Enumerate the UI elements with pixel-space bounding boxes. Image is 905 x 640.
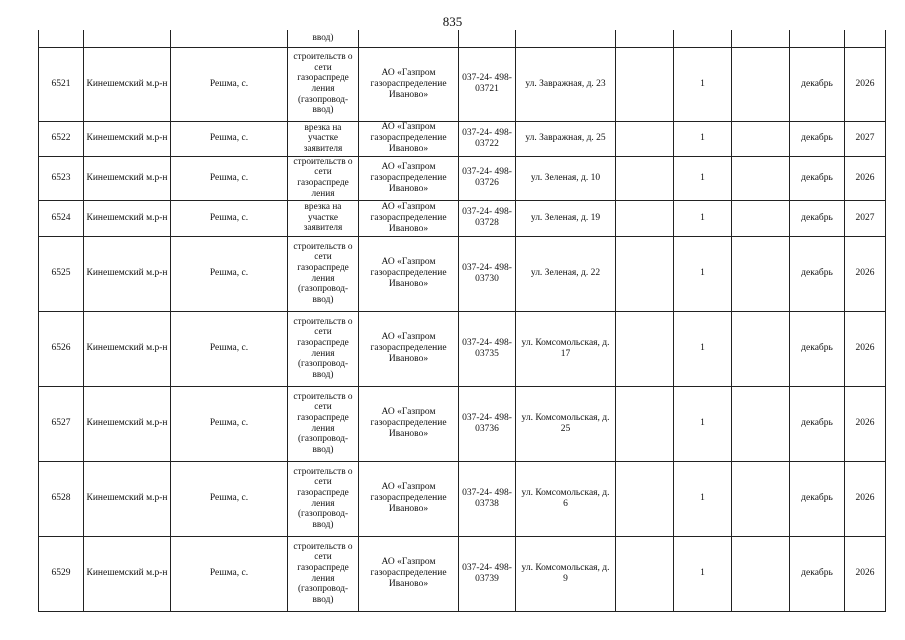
empty-cell bbox=[732, 200, 790, 236]
row-number: 6528 bbox=[39, 461, 84, 536]
row-number: 6524 bbox=[39, 200, 84, 236]
work-type-cell: строительств о сети газораспреде ления (газопровод- ввод) bbox=[288, 47, 359, 121]
district-cell: Кинешемский м.р-н bbox=[84, 386, 171, 461]
district-cell: Кинешемский м.р-н bbox=[84, 536, 171, 611]
work-type-cell: врезка на участке заявителя bbox=[288, 200, 359, 236]
settlement-cell: Решма, с. bbox=[171, 386, 288, 461]
address-cell: ул. Комсомольская, д. 17 bbox=[516, 311, 616, 386]
address-cell: ул. Завражная, д. 23 bbox=[516, 47, 616, 121]
district-cell: Кинешемский м.р-н bbox=[84, 47, 171, 121]
application-code-cell: 037-24- 498-03739 bbox=[459, 536, 516, 611]
empty-cell bbox=[616, 236, 674, 311]
year-cell: 2026 bbox=[845, 386, 886, 461]
table-cell bbox=[459, 30, 516, 47]
table-cell bbox=[171, 30, 288, 47]
work-type-cell: строительств о сети газораспреде ления (газопровод- ввод) bbox=[288, 311, 359, 386]
table-cell bbox=[790, 30, 845, 47]
table-cell bbox=[359, 30, 459, 47]
quantity-cell: 1 bbox=[674, 200, 732, 236]
quantity-cell: 1 bbox=[674, 386, 732, 461]
application-code-cell: 037-24- 498-03721 bbox=[459, 47, 516, 121]
district-cell: Кинешемский м.р-н bbox=[84, 200, 171, 236]
address-cell: ул. Комсомольская, д. 25 bbox=[516, 386, 616, 461]
work-type-cell: строительств о сети газораспреде ления (газопровод- ввод) bbox=[288, 386, 359, 461]
data-table bbox=[38, 30, 886, 612]
page-number: 835 bbox=[442, 14, 463, 29]
empty-cell bbox=[616, 536, 674, 611]
month-cell: декабрь bbox=[790, 386, 845, 461]
month-cell: декабрь bbox=[790, 121, 845, 156]
year-cell: 2027 bbox=[845, 121, 886, 156]
settlement-cell: Решма, с. bbox=[171, 536, 288, 611]
month-cell: декабрь bbox=[790, 200, 845, 236]
work-type-cell: врезка на участке заявителя bbox=[288, 121, 359, 156]
organization-cell: АО «Газпром газораспределение Иваново» bbox=[359, 156, 459, 200]
empty-cell bbox=[732, 47, 790, 121]
quantity-cell: 1 bbox=[674, 121, 732, 156]
month-cell: декабрь bbox=[790, 536, 845, 611]
row-number: 6526 bbox=[39, 311, 84, 386]
gas-connection-table bbox=[38, 30, 885, 624]
year-cell: 2026 bbox=[845, 156, 886, 200]
organization-cell: АО «Газпром газораспределение Иваново» bbox=[359, 121, 459, 156]
district-cell: Кинешемский м.р-н bbox=[84, 121, 171, 156]
address-cell: ул. Зеленая, д. 10 bbox=[516, 156, 616, 200]
year-cell: 2026 bbox=[845, 47, 886, 121]
table-row bbox=[39, 386, 886, 461]
table-row bbox=[39, 236, 886, 311]
empty-cell bbox=[616, 47, 674, 121]
year-cell: 2026 bbox=[845, 536, 886, 611]
month-cell: декабрь bbox=[790, 236, 845, 311]
table-cell bbox=[84, 30, 171, 47]
application-code-cell: 037-24- 498-03722 bbox=[459, 121, 516, 156]
organization-cell: АО «Газпром газораспределение Иваново» bbox=[359, 311, 459, 386]
settlement-cell: Решма, с. bbox=[171, 311, 288, 386]
table-row bbox=[39, 311, 886, 386]
empty-cell bbox=[732, 121, 790, 156]
table-row bbox=[39, 200, 886, 236]
work-type-cell: строительств о сети газораспреде ления bbox=[288, 156, 359, 200]
empty-cell bbox=[732, 156, 790, 200]
row-number: 6521 bbox=[39, 47, 84, 121]
empty-cell bbox=[732, 461, 790, 536]
row-number: 6522 bbox=[39, 121, 84, 156]
row-number: 6529 bbox=[39, 536, 84, 611]
empty-cell bbox=[616, 156, 674, 200]
address-cell: ул. Зеленая, д. 22 bbox=[516, 236, 616, 311]
year-cell: 2027 bbox=[845, 200, 886, 236]
row-number: 6523 bbox=[39, 156, 84, 200]
organization-cell: АО «Газпром газораспределение Иваново» bbox=[359, 200, 459, 236]
table-row bbox=[39, 121, 886, 156]
empty-cell bbox=[616, 461, 674, 536]
organization-cell: АО «Газпром газораспределение Иваново» bbox=[359, 386, 459, 461]
organization-cell: АО «Газпром газораспределение Иваново» bbox=[359, 236, 459, 311]
work-type-cell: строительств о сети газораспреде ления (газопровод- ввод) bbox=[288, 461, 359, 536]
application-code-cell: 037-24- 498-03726 bbox=[459, 156, 516, 200]
month-cell: декабрь bbox=[790, 47, 845, 121]
settlement-cell: Решма, с. bbox=[171, 200, 288, 236]
application-code-cell: 037-24- 498-03730 bbox=[459, 236, 516, 311]
address-cell: ул. Комсомольская, д. 6 bbox=[516, 461, 616, 536]
table-row bbox=[39, 47, 886, 121]
work-type-cell: строительств о сети газораспреде ления (газопровод- ввод) bbox=[288, 536, 359, 611]
table-row bbox=[39, 461, 886, 536]
row-number: 6527 bbox=[39, 386, 84, 461]
settlement-cell: Решма, с. bbox=[171, 236, 288, 311]
quantity-cell: 1 bbox=[674, 47, 732, 121]
application-code-cell: 037-24- 498-03738 bbox=[459, 461, 516, 536]
month-cell: декабрь bbox=[790, 156, 845, 200]
quantity-cell: 1 bbox=[674, 236, 732, 311]
empty-cell bbox=[732, 311, 790, 386]
application-code-cell: 037-24- 498-03736 bbox=[459, 386, 516, 461]
organization-cell: АО «Газпром газораспределение Иваново» bbox=[359, 536, 459, 611]
quantity-cell: 1 bbox=[674, 311, 732, 386]
settlement-cell: Решма, с. bbox=[171, 121, 288, 156]
settlement-cell: Решма, с. bbox=[171, 461, 288, 536]
address-cell: ул. Завражная, д. 25 bbox=[516, 121, 616, 156]
empty-cell bbox=[616, 386, 674, 461]
empty-cell bbox=[616, 311, 674, 386]
district-cell: Кинешемский м.р-н bbox=[84, 311, 171, 386]
table-cell bbox=[845, 30, 886, 47]
table-cell bbox=[674, 30, 732, 47]
year-cell: 2026 bbox=[845, 461, 886, 536]
empty-cell bbox=[732, 536, 790, 611]
table-row bbox=[39, 156, 886, 200]
table-cell: ввод) bbox=[288, 30, 359, 47]
work-type-cell: строительств о сети газораспреде ления (газопровод- ввод) bbox=[288, 236, 359, 311]
settlement-cell: Решма, с. bbox=[171, 47, 288, 121]
organization-cell: АО «Газпром газораспределение Иваново» bbox=[359, 47, 459, 121]
quantity-cell: 1 bbox=[674, 536, 732, 611]
address-cell: ул. Зеленая, д. 19 bbox=[516, 200, 616, 236]
empty-cell bbox=[732, 386, 790, 461]
month-cell: декабрь bbox=[790, 311, 845, 386]
district-cell: Кинешемский м.р-н bbox=[84, 156, 171, 200]
empty-cell bbox=[732, 236, 790, 311]
table-row bbox=[39, 536, 886, 611]
continuation-row bbox=[39, 30, 886, 47]
application-code-cell: 037-24- 498-03735 bbox=[459, 311, 516, 386]
row-number: 6525 bbox=[39, 236, 84, 311]
empty-cell bbox=[616, 121, 674, 156]
empty-cell bbox=[616, 200, 674, 236]
organization-cell: АО «Газпром газораспределение Иваново» bbox=[359, 461, 459, 536]
table-cell bbox=[39, 30, 84, 47]
quantity-cell: 1 bbox=[674, 461, 732, 536]
table-cell bbox=[732, 30, 790, 47]
month-cell: декабрь bbox=[790, 461, 845, 536]
application-code-cell: 037-24- 498-03728 bbox=[459, 200, 516, 236]
quantity-cell: 1 bbox=[674, 156, 732, 200]
district-cell: Кинешемский м.р-н bbox=[84, 461, 171, 536]
address-cell: ул. Комсомольская, д. 9 bbox=[516, 536, 616, 611]
table-cell bbox=[616, 30, 674, 47]
year-cell: 2026 bbox=[845, 236, 886, 311]
settlement-cell: Решма, с. bbox=[171, 156, 288, 200]
year-cell: 2026 bbox=[845, 311, 886, 386]
table-cell bbox=[516, 30, 616, 47]
district-cell: Кинешемский м.р-н bbox=[84, 236, 171, 311]
table-body bbox=[39, 47, 886, 611]
